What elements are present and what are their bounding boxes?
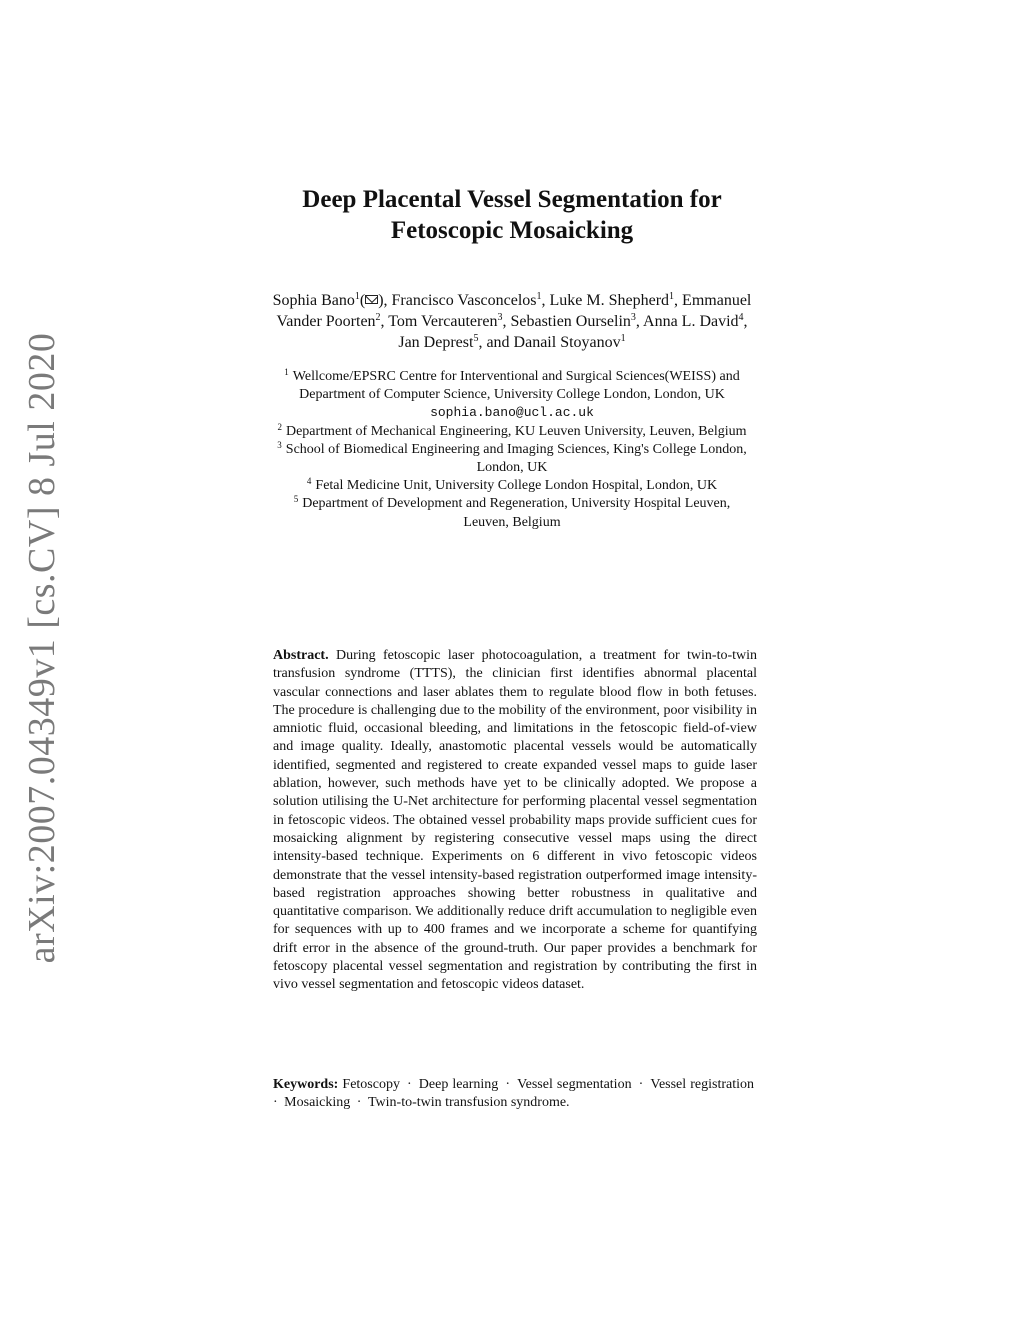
author-list (0, 290, 1024, 353)
aff-mark: 2 (375, 312, 381, 323)
affiliation-3-cont: London, UK (476, 460, 548, 476)
aff-mark: 5 (473, 333, 479, 344)
author-name: , Luke M. Shepherd (541, 292, 670, 309)
aff-number: 5 (293, 494, 299, 505)
affiliation-3 (0, 441, 1024, 459)
affiliation-1-cont: Department of Computer Science, University College London, London, UK (299, 387, 725, 403)
author-name: , Sebastien Ourselin (502, 313, 631, 330)
paper-title (0, 184, 1024, 246)
keyword-separator: · (634, 1077, 648, 1092)
aff-number: 4 (306, 476, 312, 487)
aff-mark: 4 (738, 312, 744, 323)
affiliation-text: School of Biomedical Engineering and Imaging Sciences, King's College London, (285, 441, 747, 457)
punctuation: , (743, 313, 748, 330)
abstract-text: During fetoscopic laser photocoagulation, a treatment for twin-to-twin transfusion syndrome (TTTS), the clinician first identifies abnormal placental vascular connections and laser ablates them to regulate blood flow in both fetuses. The procedure is challenging due to the mobility of the environment, poor visibility in amniotic fluid, occasional bleeding, and limitations in the fetoscopic field-of-view and image quality. Ideally, anastomotic placental vessels would be automatically identified, segmented and registered to create expanded vessel maps to guide laser ablation, however, such methods have yet to be clinically adopted. We propose a solution utilising the U-Net architecture for performing placental vessel segmentation in fetoscopic videos. The obtained vessel probability maps provide sufficient cues for mosaicking alignment by registering consecutive vessel maps using the direct intensity-based technique. Experiments on 6 different in vivo fetoscopic videos demonstrate that the vessel intensity-based registration outperformed image intensity-based registration approaches showing better robustness in qualitative and quantitative comparison. We additionally reduce drift accumulation to negligible even for sequences with up to 400 frames and we incorporate a scheme for quantifying drift error in the absence of the ground-truth. Our paper provides a benchmark for fetoscopy placental vessel segmentation and registration by contributing the first in vivo vessel segmentation and fetoscopic videos dataset. (273, 648, 758, 993)
keyword-list (273, 1077, 757, 1110)
title-line-2: Fetoscopic Mosaicking (390, 217, 634, 244)
affiliation-4 (0, 477, 1024, 495)
keyword: Twin-to-twin transfusion syndrome. (367, 1095, 570, 1111)
abstract-label: Abstract. (273, 648, 329, 663)
author-name: , Tom Vercauteren (380, 313, 498, 330)
keyword: Mosaicking (284, 1095, 351, 1111)
aff-number: 1 (284, 367, 289, 377)
keyword: Fetoscopy (342, 1077, 400, 1092)
affiliation-2 (0, 423, 1024, 441)
author-name: , and Danail Stoyanov (478, 334, 621, 351)
arxiv-stamp: arXiv:2007.04349v1 [cs.CV] 8 Jul 2020 (21, 332, 63, 964)
affiliation-5 (0, 495, 1024, 513)
author-name: , Emmanuel (674, 292, 752, 309)
keywords (273, 1076, 757, 1113)
affiliation-text: Department of Mechanical Engineering, KU Leuven University, Leuven, Belgium (285, 423, 747, 439)
affiliation-list (0, 368, 1024, 532)
keywords-label: Keywords: (273, 1077, 339, 1092)
keyword-separator: · (402, 1077, 416, 1092)
author-line-2 (0, 311, 1024, 332)
abstract (273, 647, 757, 995)
aff-mark: 3 (630, 312, 636, 323)
author-name: Sophia Bano (272, 292, 355, 309)
aff-mark: 3 (497, 312, 503, 323)
aff-mark: 1 (354, 291, 360, 302)
aff-mark: 1 (669, 291, 675, 302)
keyword: Deep learning (418, 1077, 499, 1092)
author-name: Jan Deprest (398, 334, 474, 351)
aff-number: 3 (277, 439, 282, 450)
affiliation-text: Department of Development and Regeneration, University Hospital Leuven, (302, 496, 731, 512)
envelope-icon (365, 295, 378, 304)
keyword-separator: · (273, 1095, 282, 1111)
author-name: ), Francisco Vasconcelos (378, 292, 537, 309)
aff-mark: 1 (620, 333, 626, 344)
aff-number: 2 (277, 421, 282, 432)
affiliation-text: Fetal Medicine Unit, University College London Hospital, London, UK (315, 478, 718, 494)
keyword: Vessel segmentation (517, 1077, 632, 1092)
affiliation-text: Wellcome/EPSRC Centre for Interventional and Surgical Sciences(WEISS) and (292, 369, 740, 384)
author-line-1: Sophia Bano$^1$( ), Francisco Vasconcelos$^1$, Luke M. Shepherd$^1$, Emmanuel (272, 291, 752, 309)
aff-mark: 1 (536, 291, 542, 302)
author-name: Vander Poorten (276, 313, 376, 330)
corresponding-email[interactable]: sophia.bano@ucl.ac.uk (430, 405, 594, 421)
keyword: Vessel registration (650, 1077, 754, 1092)
keyword-separator: · (501, 1077, 515, 1092)
keyword-separator: · (353, 1095, 365, 1111)
author-name: , Anna L. David (635, 313, 739, 330)
title-line-1: Deep Placental Vessel Segmentation for (302, 186, 722, 213)
affiliation-5-cont: Leuven, Belgium (463, 514, 561, 530)
affiliation-1 (0, 368, 1024, 386)
author-line-3 (0, 332, 1024, 353)
